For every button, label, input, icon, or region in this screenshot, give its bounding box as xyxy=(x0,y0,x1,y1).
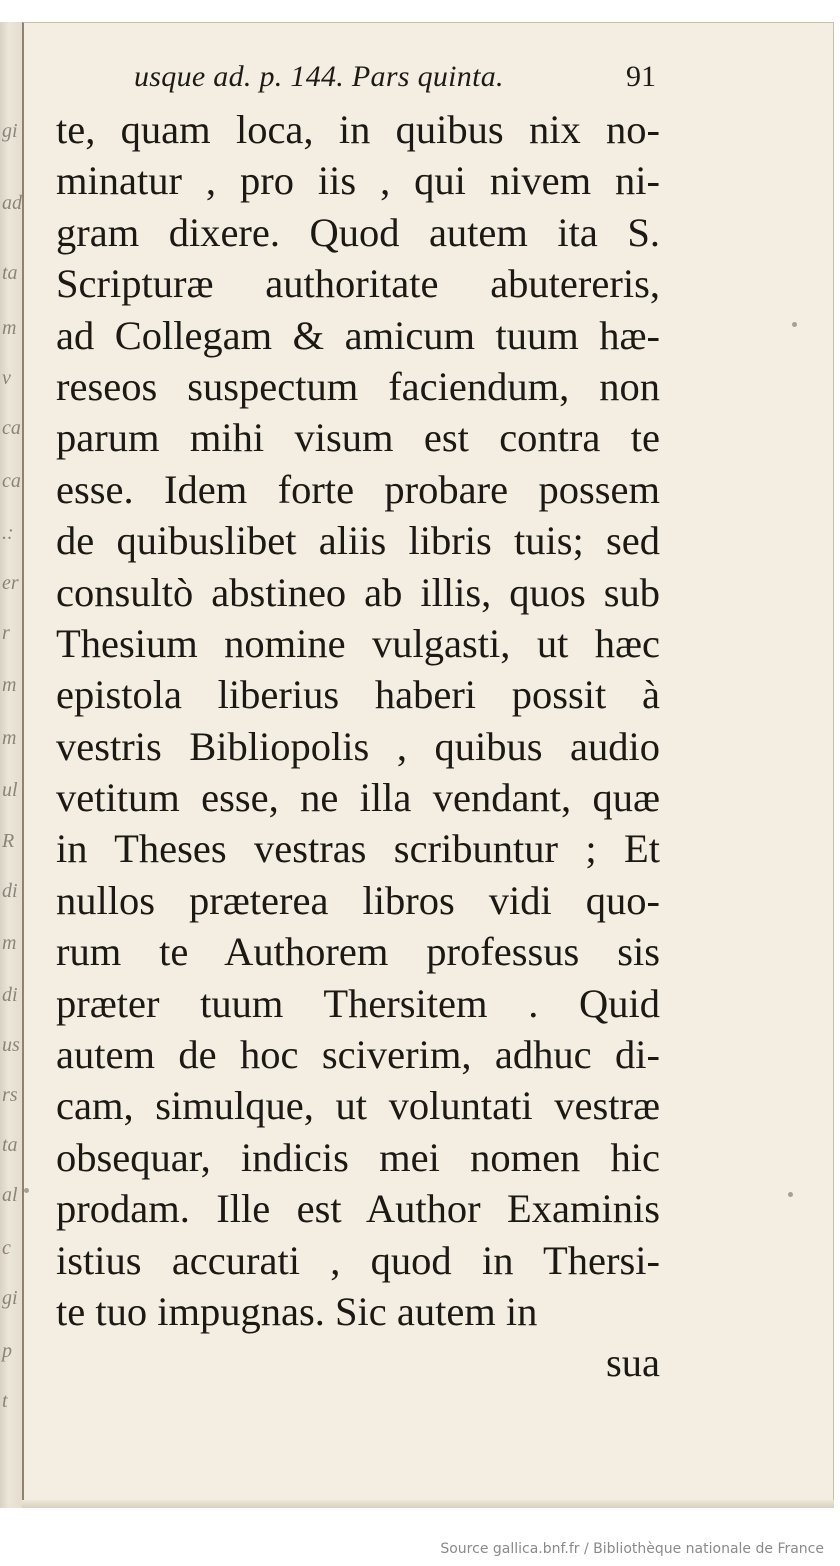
text-line: te tuo impugnas. Sic autem in xyxy=(56,1288,538,1334)
text-line: in Theses vestras scribuntur ; Et xyxy=(56,826,660,872)
running-head-title: usque ad. p. 144. Pars quinta. xyxy=(134,60,504,93)
text-line: Thesium nomine vulgasti, ut hæc xyxy=(56,620,660,666)
text-line: istius accurati , quod in Thersi- xyxy=(56,1237,660,1283)
text-line: reseos suspectum faciendum, non xyxy=(56,363,660,409)
paper-speck xyxy=(792,322,797,327)
text-line: præter tuum Thersitem . Quid xyxy=(56,980,660,1026)
text-line: prodam. Ille est Author Examinis xyxy=(56,1186,660,1232)
text-line: vestris Bibliopolis , quibus audio xyxy=(56,723,660,769)
paper-speck xyxy=(24,1188,29,1193)
body-text xyxy=(56,104,660,1389)
text-line: vetitum esse, ne illa vendant, quæ xyxy=(56,775,660,821)
text-line: cam, simulque, ut voluntati vestræ xyxy=(56,1083,660,1129)
text-line: ad Collegam & amicum tuum hæ- xyxy=(56,312,660,358)
text-line: epistola liberius haberi possit à xyxy=(56,672,660,718)
text-line: consultò abstineo ab illis, quos sub xyxy=(56,569,660,615)
facing-page-edge: gi ad ta m v ca ca .: er r m m ul R di m di us rs ta al c gi p t xyxy=(0,22,23,1508)
catchword: sua xyxy=(606,1340,660,1386)
paper-speck xyxy=(788,1192,793,1197)
text-line: esse. Idem forte probare possem xyxy=(56,466,660,512)
text-line: rum te Authorem professus sis xyxy=(56,929,660,975)
running-head xyxy=(96,60,656,100)
page-bottom-edge xyxy=(22,1500,834,1508)
page-number: 91 xyxy=(626,60,656,93)
text-line: gram dixere. Quod autem ita S. xyxy=(56,209,660,255)
text-line: obsequar, indicis mei nomen hic xyxy=(56,1134,660,1180)
text-line: nullos præterea libros vidi quo- xyxy=(56,877,660,923)
text-line: te, quam loca, in quibus nix no- xyxy=(56,107,660,152)
text-line: parum mihi visum est contra te xyxy=(56,415,660,461)
text-line: de quibuslibet aliis libris tuis; sed xyxy=(56,518,660,564)
text-line: autem de hoc sciverim, adhuc di- xyxy=(56,1032,660,1078)
text-line: minatur , pro iis , qui nivem ni- xyxy=(56,158,660,204)
source-credit: Source gallica.bnf.fr / Bibliothèque nationale de France xyxy=(440,1541,824,1557)
text-line: Scripturæ authoritate abutereris, xyxy=(56,261,660,307)
